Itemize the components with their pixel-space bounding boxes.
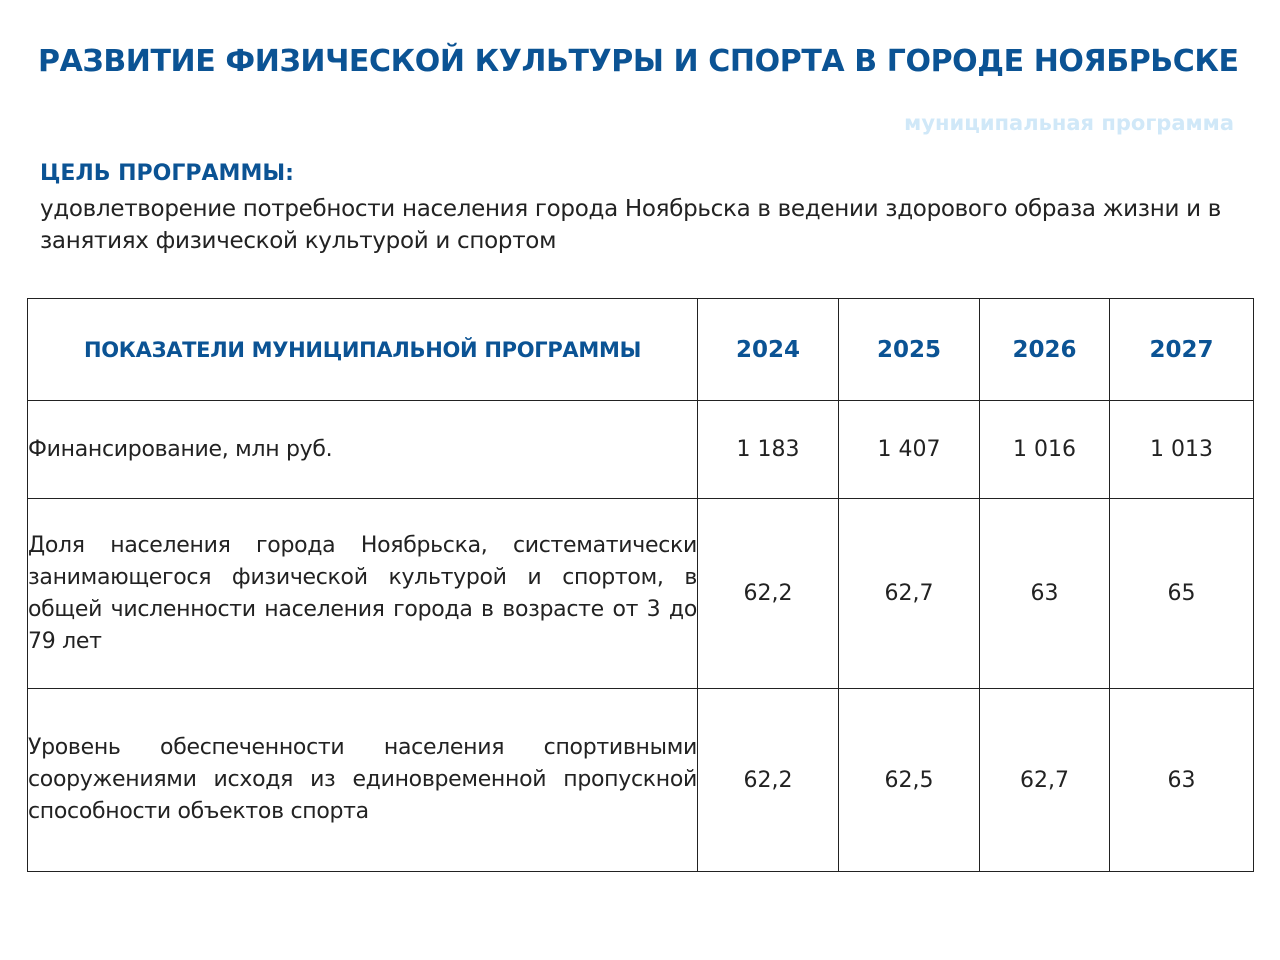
table-header-row xyxy=(28,299,1254,401)
cell-value: 62,7 xyxy=(980,689,1110,872)
cell-value: 62,2 xyxy=(698,499,839,689)
cell-value: 1 183 xyxy=(698,401,839,499)
page-title: РАЗВИТИЕ ФИЗИЧЕСКОЙ КУЛЬТУРЫ И СПОРТА В ГОРОДЕ НОЯБРЬСКЕ xyxy=(38,44,1239,79)
page-subtitle: муниципальная программа xyxy=(904,111,1234,135)
goal-text: удовлетворение потребности населения города Ноябрьска в ведении здорового образа жизни и в занятиях физической культурой и спортом xyxy=(40,196,1222,254)
cell-value: 1 407 xyxy=(839,401,980,499)
cell-value: 1 013 xyxy=(1110,401,1254,499)
cell-value: 62,2 xyxy=(698,689,839,872)
column-header-year: 2026 xyxy=(980,299,1110,401)
column-header-year: 2025 xyxy=(839,299,980,401)
column-header-year: 2027 xyxy=(1110,299,1254,401)
cell-value: 65 xyxy=(1110,499,1254,689)
cell-value: 62,5 xyxy=(839,689,980,872)
table-row xyxy=(28,499,1254,689)
row-label: Доля населения города Ноябрьска, систематически занимающегося физической культурой и спортом, в общей численности населения города в возрасте от 3 до 79 лет xyxy=(28,499,698,689)
cell-value: 63 xyxy=(980,499,1110,689)
column-header-year: 2024 xyxy=(698,299,839,401)
column-header-indicators: ПОКАЗАТЕЛИ МУНИЦИПАЛЬНОЙ ПРОГРАММЫ xyxy=(28,299,698,401)
cell-value: 63 xyxy=(1110,689,1254,872)
table-row xyxy=(28,689,1254,872)
row-label: Уровень обеспеченности населения спортивными сооружениями исходя из единовременной пропускной способности объектов спорта xyxy=(28,689,698,872)
cell-value: 1 016 xyxy=(980,401,1110,499)
cell-value: 62,7 xyxy=(839,499,980,689)
table-row xyxy=(28,401,1254,499)
indicators-table xyxy=(27,298,1254,872)
row-label: Финансирование, млн руб. xyxy=(28,401,698,499)
goal-heading: ЦЕЛЬ ПРОГРАММЫ: xyxy=(40,161,294,186)
